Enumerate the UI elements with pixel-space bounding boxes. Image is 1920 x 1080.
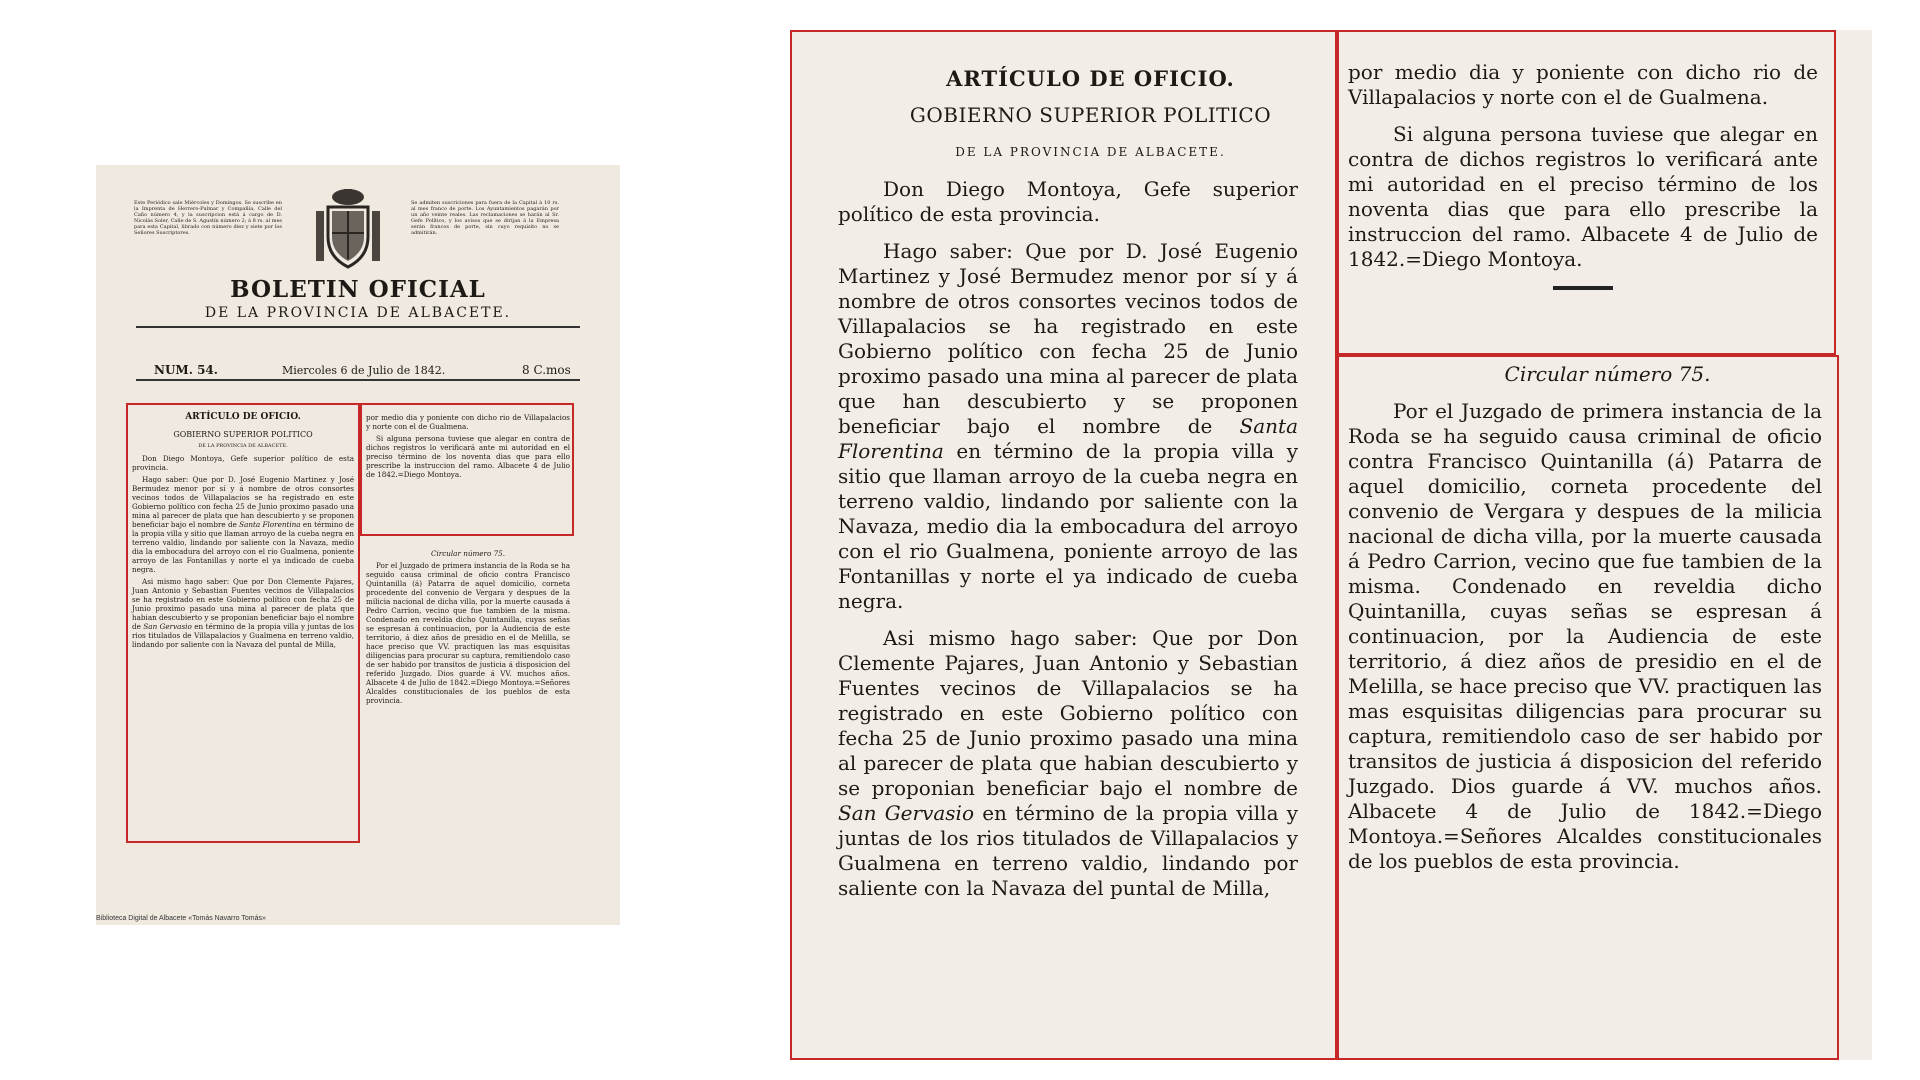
issue-price: 8 C.mos bbox=[522, 363, 571, 377]
highlight-box-right-top bbox=[1337, 30, 1836, 355]
thumb-para2: Asi mismo hago saber: Que por Don Clemente Pajares, Juan Antonio y Sebastian Fuentes vecinos de Villapalacios se ha registrado en este Gobierno político con fecha 25 de Junio proximo pasado una mina al parecer de plata que habian descubierto y se proponian beneficiar bajo el nombre de San Gervasio en término de la propia villa y juntas de los rios titulados de Villapalacios y Gualmena en terreno valdio, lindando por saliente con la Navaza del puntal de Milla, bbox=[132, 577, 354, 649]
circular-body: Por el Juzgado de primera instancia de la Roda se ha seguido causa criminal de oficio contra Francisco Quintanilla (á) Patarra de aquel domicilio, corneta procedente del convenio de Vergara y despues de la milicia nacional de dicha villa, por la muerte causada á Pedro Carrion, vecino que fue tambien de la misma. Condenado en reveldia dicho Quintanilla, cuyas señas se espresan á continuacion, por la Audiencia de este territorio, á diez años de presidio en el de Melilla, se hace preciso que VV. practiquen las mas esquisitas diligencias para procurar su captura, remitiendolo caso de ser habido por transitos de justicia á disposicion del referido Juzgado. Dios guarde á VV. muchos años. Albacete 4 de Julio de 1842.=Diego Montoya.=Señores Alcaldes constitucionales de los pueblos de esta provincia. bbox=[1348, 399, 1822, 873]
paragraph-santa-florentina: Hago saber: Que por D. José Eugenio Martinez y José Bermudez menor por sí y á nombre de otros consortes vecinos todos de Villapalacios se ha registrado en este Gobierno político con fecha 25 de Junio proximo pasado una mina al parecer de plata que han descubierto y se proponen beneficiar bajo el nombre de Santa Florentina en término de la propia villa y sitio que llaman arroyo de la cueba negra en terreno valdio, lindando por saliente con la Navaza, medio dia la embocadura del arroyo con el rio Gualmena, poniente arroyo de las Fontanillas y norte el ya indicado de cueba negra. bbox=[838, 239, 1299, 613]
library-credit: Biblioteca Digital de Albacete «Tomás Navarro Tomás» bbox=[96, 915, 266, 922]
thumb-right-column-bottom bbox=[366, 549, 570, 708]
newspaper-page-thumbnail bbox=[96, 165, 620, 925]
thumb-heading: ARTÍCULO DE OFICIO. bbox=[185, 412, 301, 422]
header-rule bbox=[136, 379, 580, 381]
header-rule bbox=[136, 326, 580, 328]
objection-paragraph: Si alguna persona tuviese que alegar en contra de dichos registros lo verificará ante mi autoridad en el preciso término de los noventa dias que para ello prescribe la instruccion del ramo. Albacete 4 de Julio de 1842.=Diego Montoya. bbox=[1348, 122, 1818, 271]
highlight-box bbox=[360, 403, 574, 536]
mine-name-san-gervasio: San Gervasio bbox=[838, 801, 974, 825]
thumb-office-sub: DE LA PROVINCIA DE ALBACETE. bbox=[198, 443, 288, 449]
office-subtitle: DE LA PROVINCIA DE ALBACETE. bbox=[955, 145, 1226, 159]
paragraph-san-gervasio: Asi mismo hago saber: Que por Don Clemente Pajares, Juan Antonio y Sebastian Fuentes vecinos de Villapalacios se ha registrado en este Gobierno político con fecha 25 de Junio proximo pasado una mina al parecer de plata que habian descubierto y se proponian beneficiar bajo el nombre de San Gervasio en término de la propia villa y juntas de los rios titulados de Villapalacios y Gualmena en terreno valdio, lindando por saliente con la Navaza del puntal de Milla, bbox=[838, 626, 1298, 900]
continuation-text: por medio dia y poniente con dicho rio de Villapalacios y norte con el de Gualmena. bbox=[1348, 60, 1818, 109]
highlight-box-left bbox=[790, 30, 1337, 1060]
thumb-circular-body: Por el Juzgado de primera instancia de la Roda se ha seguido causa criminal de oficio contra Francisco Quintanilla (á) Patarra de aquel domicilio, corneta procedente del convenio de Vergara y despues de la milicia nacional de dicha villa, por la muerte causada á Pedro Carrion, vecino que fue tambien de la misma. Condenado en reveldia dicho Quintanilla, cuyas señas se espresan á continuacion, por la Audiencia de este territorio, á diez años de presidio en el de Melilla, se hace preciso que VV. practiquen las mas esquisitas diligencias para procurar su captura, remitiendolo caso de ser habido por transitos de justicia á disposicion del referido Juzgado. Dios guarde á VV. muchos años. Albacete 4 de Julio de 1842.=Diego Montoya.=Señores Alcaldes constitucionales de los pueblos de esta provincia. bbox=[366, 561, 570, 705]
highlight-box-right-bottom bbox=[1337, 355, 1839, 1060]
coat-of-arms-icon bbox=[308, 187, 388, 277]
newspaper-title: BOLETIN OFICIAL bbox=[230, 276, 486, 303]
mine-name-santa-florentina: Santa Florentina bbox=[838, 414, 1298, 463]
thumb-office: GOBIERNO SUPERIOR POLITICO bbox=[173, 430, 313, 439]
circular-title: Circular número 75. bbox=[1504, 362, 1711, 386]
intro-paragraph: Don Diego Montoya, Gefe superior político de esta provincia. bbox=[838, 177, 1298, 226]
thumb-cont: por medio dia y poniente con dicho rio de Villapalacios y norte con el de Gualmena. bbox=[366, 413, 570, 431]
thumb-para3: Si alguna persona tuviese que alegar en contra de dichos registros lo verificará ante mi autoridad en el preciso término de los noventa dias que para ello prescribe la instruccion del ramo. Albacete 4 de Julio de 1842.=Diego Montoya. bbox=[366, 434, 570, 479]
highlight-box bbox=[126, 403, 360, 843]
thumb-para1: Hago saber: Que por D. José Eugenio Martinez y José Bermudez menor por sí y á nombre de otros consortes vecinos todos de Villapalacios se ha registrado en este Gobierno político con fecha 25 de Junio proximo pasado una mina al parecer de plata que han descubierto y se proponen beneficiar bajo el nombre de Santa Florentina en término de la propia villa y sitio que llaman arroyo de la cueba negra en terreno valdio, lindando por saliente con la Navaza, medio dia la embocadura del arroyo con el rio Gualmena, poniente arroyo de las Fontanillas y norte el ya indicado de cueba negra. bbox=[132, 475, 354, 574]
issue-date: Miercoles 6 de Julio de 1842. bbox=[282, 364, 446, 377]
thumb-intro: Don Diego Montoya, Gefe superior político de esta provincia. bbox=[132, 454, 354, 472]
article-heading: ARTÍCULO DE OFICIO. bbox=[946, 66, 1235, 91]
subscription-notice-left: Este Periódico sale Miércoles y Domingos. Se suscribe en la Imprenta de Herrero-Pulmar y Compañía, Calle del Caño número 4, y la suscripcion está á cargo de D. Nicolás Soler, Calle de S. Agustín número 2; á 8 rs. al mes para esta Capital, librado con número diez y siete por los Señores Suscriptores. bbox=[134, 200, 282, 236]
newspaper-subtitle: DE LA PROVINCIA DE ALBACETE. bbox=[204, 305, 512, 321]
subscription-notice-right: Se admiten suscriciones para fuera de la Capital á 10 rs. al mes franco de porte. Los Ayuntamientos pagarán por un año veinte reales. Las reclamaciones se harán al Sr. Gefe Político, y los avisos que se dirijan á la Empresa serán francos de porte, sin cuyo requisito no se admitirán. bbox=[411, 200, 559, 236]
thumb-circular-title: Circular número 75. bbox=[431, 549, 505, 558]
office-title: GOBIERNO SUPERIOR POLITICO bbox=[909, 103, 1272, 127]
issue-number: NUM. 54. bbox=[154, 363, 218, 377]
